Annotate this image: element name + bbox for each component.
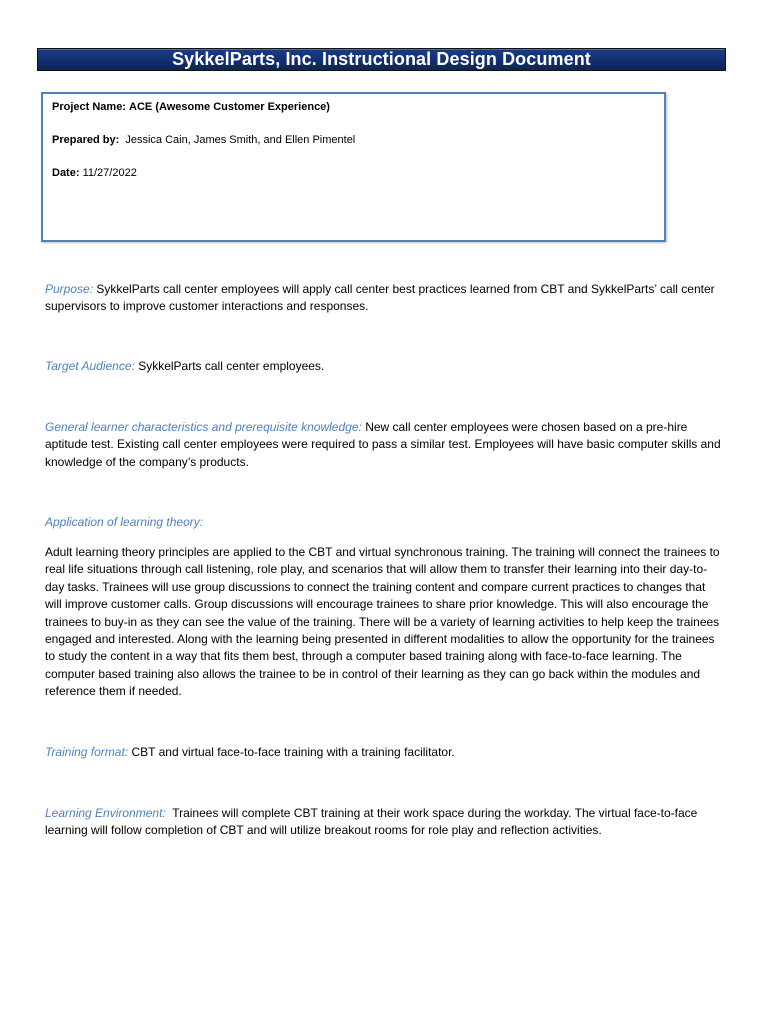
learner-characteristics-section (45, 419, 725, 471)
purpose-text: SykkelParts call center employees will apply call center best practices learned from CBT and SykkelParts’ call center supervisors to improve customer interactions and responses. (45, 282, 715, 314)
target-audience-section (45, 358, 725, 375)
prepared-by-line (52, 133, 654, 147)
target-audience-text: SykkelParts call center employees. (138, 359, 325, 373)
date-line (52, 166, 654, 180)
learning-environment-section (45, 805, 725, 840)
purpose-section (45, 281, 725, 316)
learning-theory-label: Application of learning theory: (45, 515, 204, 529)
project-name-line (52, 100, 654, 114)
prepared-by-label: Prepared by: (52, 134, 120, 146)
learning-theory-heading (45, 514, 725, 531)
target-audience-label: Target Audience: (45, 359, 135, 373)
project-name-value: ACE (Awesome Customer Experience) (129, 101, 330, 113)
learner-characteristics-text: New call center employees were chosen based on a pre-hire aptitude test. Existing call center employees were required to pass a similar test. Employees will have basic computer skills and knowledge of the company’s products. (45, 420, 721, 469)
training-format-text: CBT and virtual face-to-face training with a training facilitator. (131, 745, 455, 759)
project-name-label: Project Name: (52, 101, 126, 113)
learner-characteristics-label: General learner characteristics and prerequisite knowledge: (45, 420, 362, 434)
project-info-box (41, 92, 666, 242)
training-format-section (45, 744, 725, 761)
learning-environment-label: Learning Environment: (45, 806, 166, 820)
document-title: SykkelParts, Inc. Instructional Design Document (172, 49, 591, 69)
learning-theory-paragraph (45, 544, 725, 701)
document-title-banner (37, 48, 726, 71)
date-label: Date: (52, 167, 80, 179)
training-format-label: Training format: (45, 745, 129, 759)
purpose-label: Purpose: (45, 282, 94, 296)
learning-theory-text: Adult learning theory principles are applied to the CBT and virtual synchronous training. The training will connect the trainees to real life situations through call listening, role play, and scenarios that will allow them to transfer their learning into their day-to-day tasks. Trainees will use group discussions to connect the training content and compare current practices to changes that will improve customer calls. Group discussions will encourage trainees to share prior knowledge. This will also encourage the trainees to buy-in as they can see the value of the training. There will be a variety of learning activities to help keep the trainees engaged and interested. Along with the learning being presented in different modalities to allow the opportunity for the trainees to study the content in a way that fits them best, through a computer based training along with face-to-face learning. The computer based training also allows the trainee to be in control of their learning as they can go back within the modules and reference them if needed. (45, 545, 720, 699)
learning-environment-text: Trainees will complete CBT training at their work space during the workday. The virtual face-to-face learning will follow completion of CBT and will utilize breakout rooms for role play and reflection activities. (45, 806, 698, 838)
date-value: 11/27/2022 (82, 167, 137, 179)
prepared-by-value: Jessica Cain, James Smith, and Ellen Pimentel (125, 134, 356, 146)
